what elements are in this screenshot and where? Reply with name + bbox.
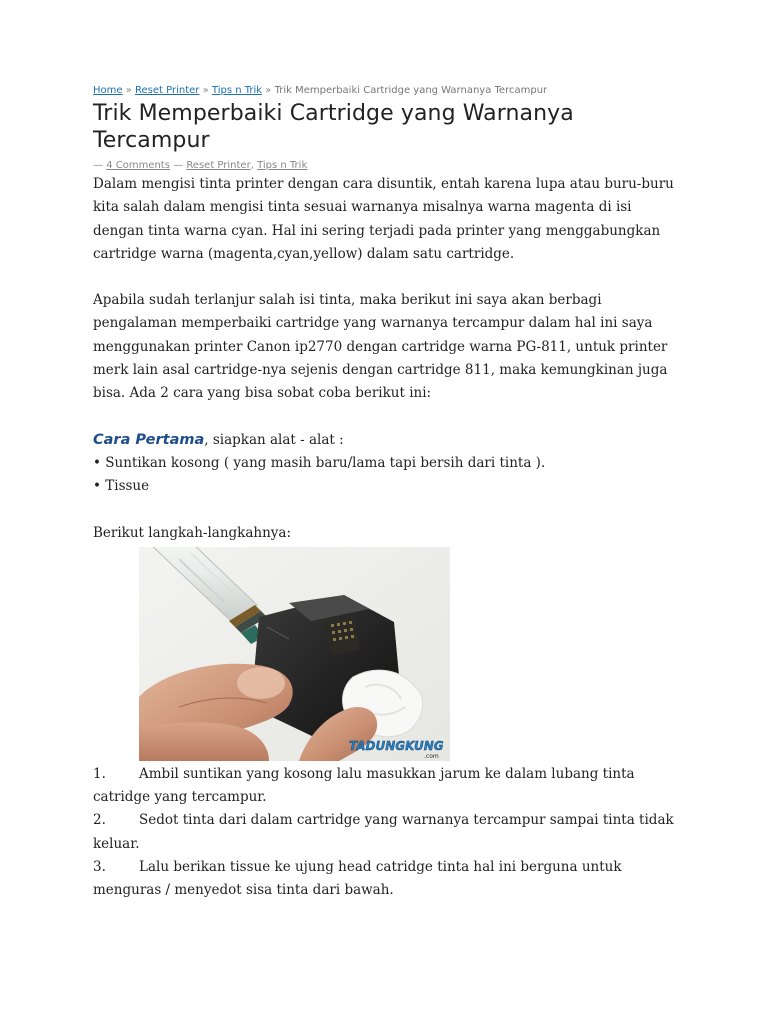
watermark-subtext: .com bbox=[424, 752, 439, 760]
breadcrumb-home-link[interactable]: Home bbox=[93, 85, 123, 96]
tool-item-syringe: • Suntikan kosong ( yang masih baru/lama tapi bersih dari tinta ). bbox=[93, 454, 546, 471]
paragraph-gap bbox=[93, 406, 683, 429]
breadcrumb-separator: » bbox=[202, 85, 209, 96]
breadcrumb-separator: » bbox=[125, 85, 132, 96]
comments-link[interactable]: 4 Comments bbox=[106, 160, 170, 171]
tool-item-tissue: • Tissue bbox=[93, 478, 150, 495]
paragraph-context: Apabila sudah terlanjur salah isi tinta, maka berikut ini saya akan berbagi pengalaman memperbaiki cartridge yang warnanya tercampur dalam hal ini saya menggunakan printer Canon ip2770 dengan cartridge warna PG-811, untuk printer merk lain asal cartridge-nya sejenis dengan cartridge 811, maka kemungkinan juga bisa. Ada 2 cara yang bisa sobat coba berikut ini: bbox=[93, 292, 668, 402]
page-title: Trik Memperbaiki Cartridge yang Warnanya Tercampur bbox=[93, 101, 574, 153]
step-number: 2. bbox=[93, 812, 106, 829]
step-number: 3. bbox=[93, 859, 106, 876]
article-content bbox=[93, 84, 683, 903]
step-item bbox=[93, 763, 683, 810]
step-text: Sedot tinta dari dalam cartridge yang warnanya tercampur sampai tinta tidak keluar. bbox=[93, 812, 674, 852]
breadcrumb-reset-printer-link[interactable]: Reset Printer bbox=[135, 85, 200, 96]
breadcrumb-current: Trik Memperbaiki Cartridge yang Warnanya Tercampur bbox=[274, 85, 548, 96]
watermark-text: TADUNGKUNG bbox=[349, 738, 444, 753]
paragraph-gap bbox=[93, 266, 683, 289]
breadcrumb bbox=[93, 84, 683, 98]
breadcrumb-tips-n-trik-link[interactable]: Tips n Trik bbox=[211, 85, 263, 96]
paragraph-intro: Dalam mengisi tinta printer dengan cara disuntik, entah karena lupa atau buru-buru kita salah dalam mengisi tinta sesuai warnanya misalnya warna magenta di isi dengan tinta warna cyan. Hal ini sering terjadi pada printer yang menggabungkan cartridge warna (magenta,cyan,yellow) dalam satu cartridge. bbox=[93, 176, 674, 262]
step-item bbox=[93, 856, 683, 903]
category-reset-printer-link[interactable]: Reset Printer bbox=[186, 160, 251, 171]
step-number: 1. bbox=[93, 765, 106, 782]
step-text: Ambil suntikan yang kosong lalu masukkan jarum ke dalam lubang tinta catridge yang tercampur. bbox=[93, 765, 635, 806]
steps-intro: Berikut langkah-langkahnya: bbox=[93, 524, 292, 541]
breadcrumb-separator: » bbox=[265, 85, 272, 96]
meta-dash: — bbox=[93, 160, 103, 171]
meta-comma: , bbox=[250, 160, 254, 171]
paragraph-gap bbox=[93, 499, 683, 522]
step-item bbox=[93, 809, 683, 856]
cara-pertama-suffix: , siapkan alat - alat : bbox=[204, 431, 344, 448]
category-tips-n-trik-link[interactable]: Tips n Trik bbox=[257, 160, 308, 171]
meta-dash: — bbox=[173, 160, 184, 171]
cartridge-syringe-photo bbox=[139, 547, 450, 761]
cara-pertama-line bbox=[93, 429, 683, 452]
article-body bbox=[93, 173, 683, 903]
post-meta bbox=[93, 159, 683, 173]
step-text: Lalu berikan tissue ke ujung head catridge tinta hal ini berguna untuk menguras / menyedot sisa tinta dari bawah. bbox=[93, 859, 622, 899]
cara-pertama-heading: Cara Pertama bbox=[93, 431, 205, 448]
